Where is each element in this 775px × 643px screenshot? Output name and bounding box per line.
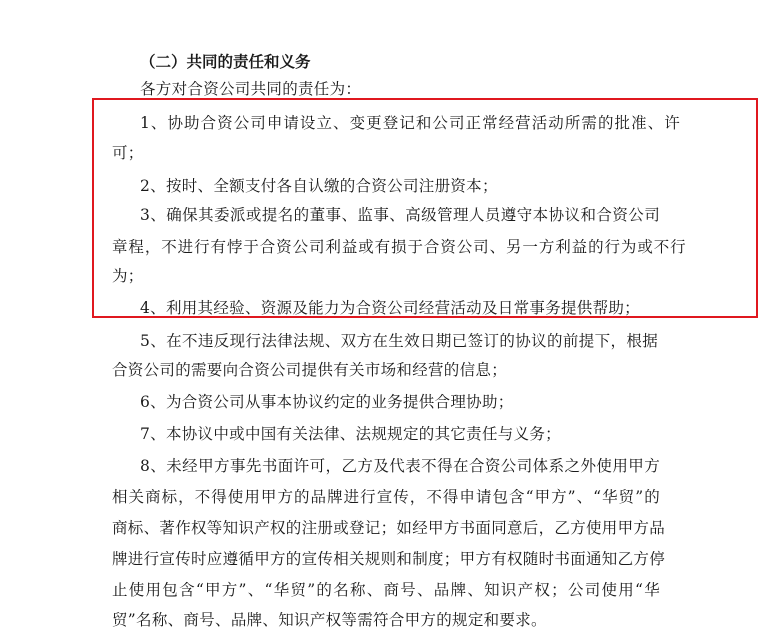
item-6-line-1: 6、为合资公司从事本协议约定的业务提供合理协助； — [140, 393, 514, 411]
item-8-line-6: 贸”名称、商号、品牌、知识产权等需符合甲方的规定和要求。 — [112, 611, 547, 629]
item-8-line-3: 商标、著作权等知识产权的注册或登记；如经甲方书面同意后，乙方使用甲方品 — [112, 519, 666, 537]
item-1-line-2: 可； — [112, 144, 144, 162]
item-8-line-1: 8、未经甲方事先书面许可，乙方及代表不得在合资公司体系之外使用甲方 — [140, 457, 660, 475]
item-3-line-3: 为； — [112, 267, 144, 285]
item-8-line-5: 止使用包含“甲方”、“华贸”的名称、商号、品牌、知识产权；公司使用“华 — [112, 581, 660, 599]
item-3-line-1: 3、确保其委派或提名的董事、监事、高级管理人员遵守本协议和合资公司 — [140, 206, 660, 224]
item-5-line-1: 5、在不违反现行法律法规、双方在生效日期已签订的协议的前提下，根据 — [140, 332, 658, 350]
item-7-line-1: 7、本协议中或中国有关法律、法规规定的其它责任与义务； — [140, 425, 561, 443]
section-heading: （二）共同的责任和义务 — [140, 53, 311, 71]
item-3-line-2: 章程，不进行有悖于合资公司利益或有损于合资公司、另一方利益的行为或不行 — [112, 238, 686, 256]
item-5-line-2: 合资公司的需要向合资公司提供有关市场和经营的信息； — [112, 361, 508, 379]
section-intro: 各方对合资公司共同的责任为： — [140, 80, 362, 98]
item-1-line-1: 1、协助合资公司申请设立、变更登记和公司正常经营活动所需的批准、许 — [140, 114, 680, 132]
item-8-line-2: 相关商标，不得使用甲方的品牌进行宣传，不得申请包含“甲方”、“华贸”的 — [112, 488, 660, 506]
item-4-line-1: 4、利用其经验、资源及能力为合资公司经营活动及日常事务提供帮助； — [140, 299, 640, 317]
item-8-line-4: 牌进行宣传时应遵循甲方的宣传相关规则和制度；甲方有权随时书面通知乙方停 — [112, 550, 666, 568]
item-2-line-1: 2、按时、全额支付各自认缴的合资公司注册资本； — [140, 177, 498, 195]
